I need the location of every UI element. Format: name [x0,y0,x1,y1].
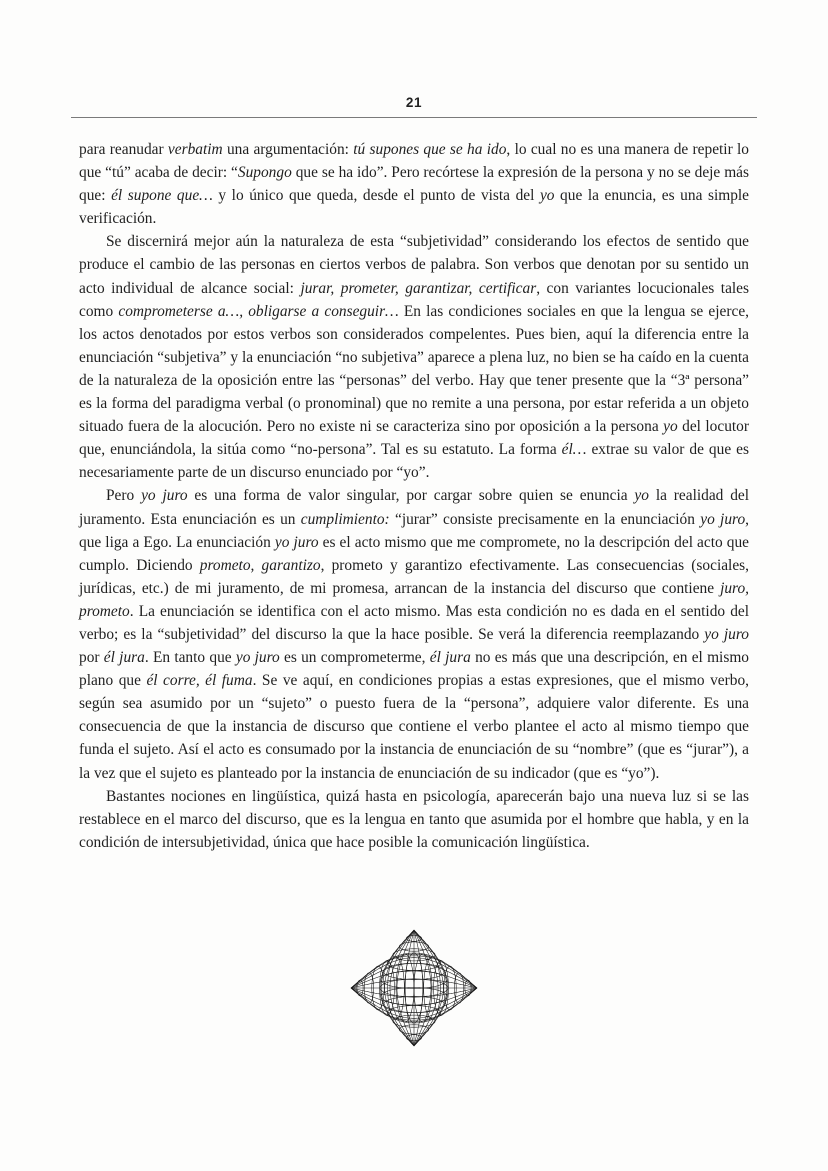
paragraph: Pero yo juro es una forma de valor singular, por cargar sobre quien se enuncia yo la realidad del juramento. Esta enunciación es un cumplimiento: “jurar” consiste precisamente en la enunciación yo juro, que liga a Ego. La enunciación yo juro es el acto mismo que me compromete, no la descripción del acto que cumplo. Diciendo prometo, garantizo, prometo y garantizo efectivamente. Las consecuencias (sociales, jurídicas, etc.) de mi juramento, de mi promesa, arrancan de la instancia del discurso que contiene juro, prometo. La enunciación se identifica con el acto mismo. Mas esta condición no es dada en el sentido del verbo; es la “subjetividad” del discurso la que la hace posible. Se verá la diferencia reemplazando yo juro por él jura. En tanto que yo juro es un comprometerme, él jura no es más que una descripción, en el mismo plano que él corre, él fuma. Se ve aquí, en condiciones propias a estas expresiones, que el mismo verbo, según sea asumido por un “sujeto” o puesto fuera de la “persona”, adquiere valor diferente. Es una consecuencia de que la instancia de discurso que contiene el verbo plantee el acto al mismo tiempo que funda el sujeto. Así el acto es consumado por la instancia de enunciación de su “nombre” (que es “jurar”), a la vez que el sujeto es planteado por la instancia de enunciación de su indicador (que es “yo”). [79,487,750,782]
paragraph: Bastantes nociones en lingüística, quizá hasta en psicología, aparecerán bajo una nueva luz si se las restablece en el marco del discurso, que es la lengua en tanto que asumida por el hombre que habla, y en la condición de intersubjetividad, única que hace posible la comunicación lingüística. [79,787,749,851]
ornament-svg [337,920,491,1054]
page-number: 21 [405,95,423,110]
body-text [79,138,749,854]
paragraph: para reanudar verbatim una argumentación: tú supones que se ha ido, lo cual no es una manera de repetir lo que “tú” acaba de decir: “Supongo que se ha ido”. Pero recórtese la expresión de la persona y no se deje más que: él supone que… y lo único que queda, desde el punto de vista del yo que la enuncia, es una simple verificación. [79,141,750,228]
paragraph: Se discernirá mejor aún la naturaleza de esta “subjetividad” considerando los efectos de sentido que produce el cambio de las personas en ciertos verbos de palabra. Son verbos que denotan por su sentido un acto individual de alcance social: jurar, prometer, garantizar, certificar, con variantes locucionales tales como comprometerse a…, obligarse a conseguir… En las condiciones sociales en que la lengua se ejerce, los actos denotados por estos verbos son considerados compelentes. Pues bien, aquí la diferencia entre la enunciación “subjetiva” y la enunciación “no subjetiva” aparece a plena luz, no bien se ha caído en la cuenta de la naturaleza de la oposición entre las “personas” del verbo. Hay que tener presente que la “3ª persona” es la forma del paradigma verbal (o pronominal) que no remite a una persona, por estar referida a un objeto situado fuera de la alocución. Pero no existe ni se caracteriza sino por oposición a la persona yo del locutor que, enunciándola, la sitúa como “no-persona”. Tal es su estatuto. La forma él… extrae su valor de que es necesariamente parte de un discurso enunciado por “yo”. [79,233,749,482]
wireframe-star-ornament [337,920,491,1054]
header-rule [71,117,757,118]
